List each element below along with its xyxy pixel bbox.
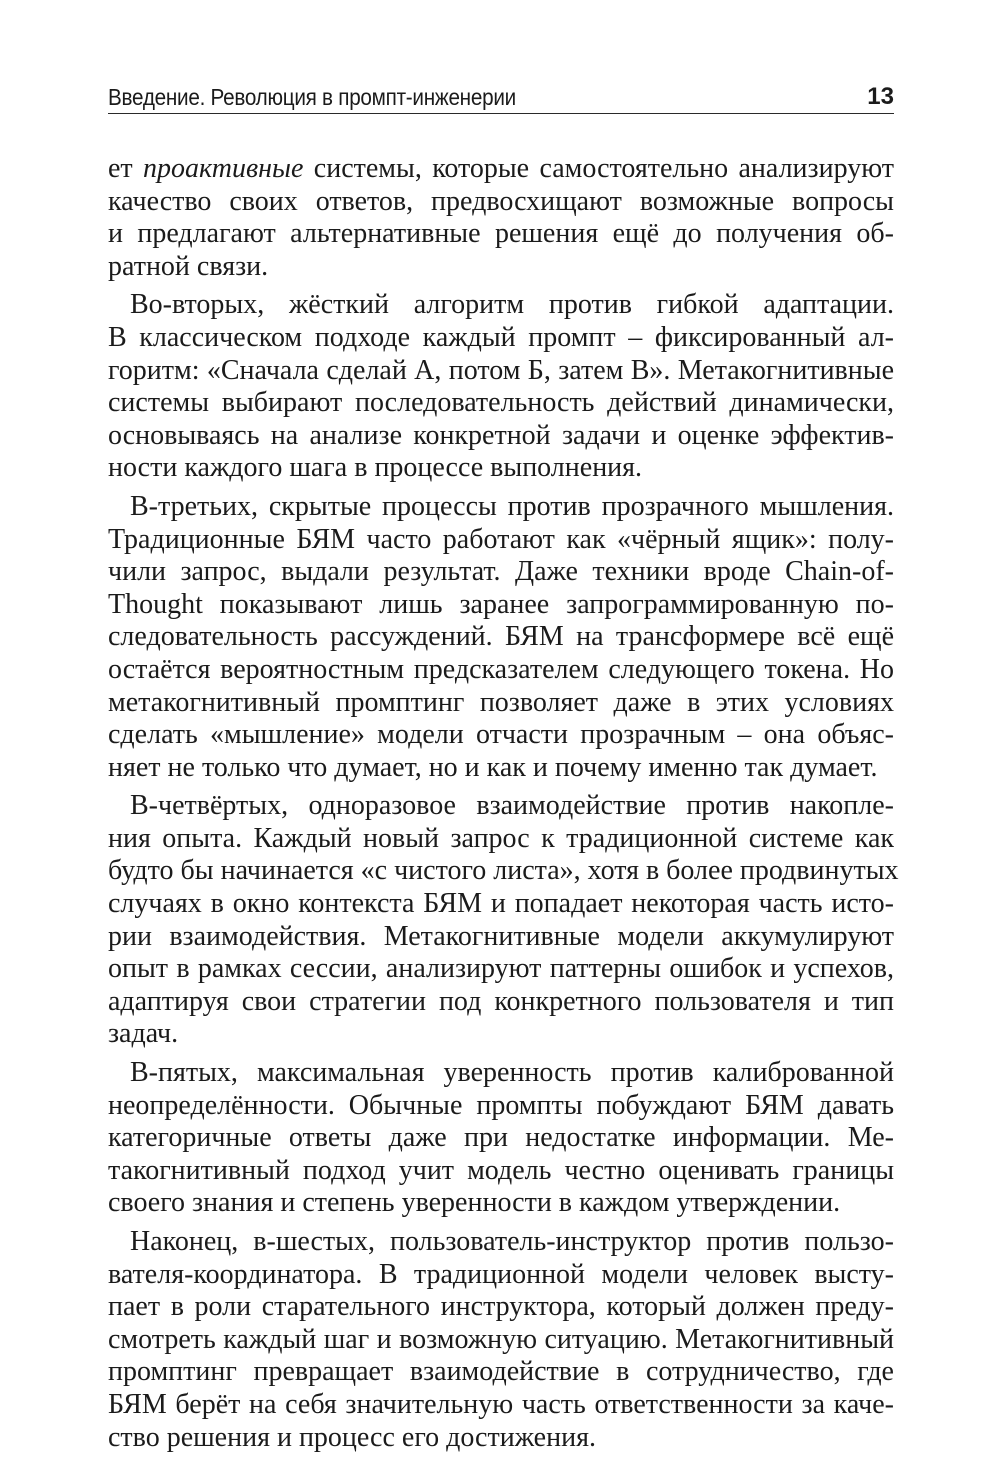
page-number: 13 <box>867 83 894 110</box>
text-line: и предлагают альтернативные решения ещё до получения об- <box>108 218 894 250</box>
text-line: метакогнитивный промптинг позволяет даже в этих условиях <box>108 686 894 718</box>
text-line: рии взаимодействия. Метакогнитивные модели аккумулируют <box>108 920 894 952</box>
text-line: В-третьих, скрытые процессы против прозрачного мышления. <box>130 490 894 522</box>
text-line: пает в роли старательного инструктора, который должен преду- <box>108 1291 894 1323</box>
text-line: будто бы начинается «с чистого листа», хотя в более продвинутых <box>108 855 899 887</box>
paragraph-third <box>108 491 894 784</box>
text-line: Наконец, в-шестых, пользователь-инструктор против пользо- <box>130 1226 894 1257</box>
text-line: следовательность рассуждений. БЯМ на трансформере всё ещё <box>108 621 894 653</box>
paragraph-continuation <box>108 153 894 283</box>
text-line: основываясь на анализе конкретной задачи и оценке эффектив- <box>108 419 894 451</box>
text-line: ния опыта. Каждый новый запрос к традиционной системе как <box>108 822 894 854</box>
text-line: качество своих ответов, предвосхищают возможные вопросы <box>108 185 894 217</box>
text-line: ство решения и процесс его достижения. <box>108 1421 596 1453</box>
body-text <box>108 153 899 1460</box>
text-line: остаётся вероятностным предсказателем следующего токена. Но <box>108 653 894 685</box>
paragraph-fourth <box>108 790 899 1051</box>
paragraph-fifth <box>108 1057 894 1220</box>
text-line: смотреть каждый шаг и возможную ситуацию. Метакогнитивный <box>108 1323 894 1355</box>
text-line: вателя-координатора. В традиционной модели человек высту- <box>108 1258 894 1290</box>
text-line: неопределённости. Обычные промпты побуждают БЯМ давать <box>108 1089 894 1121</box>
text-line: опыт в рамках сессии, анализируют паттерны ошибок и успехов, <box>108 953 894 985</box>
paragraph-sixth <box>108 1226 894 1454</box>
text-line: чили запрос, выдали результат. Даже техники вроде Chain-of- <box>108 556 894 588</box>
text-line: ности каждого шага в процессе выполнения. <box>108 452 643 484</box>
text-line: няет не только что думает, но и как и почему именно так думает. <box>108 751 878 783</box>
text-line: такогнитивный подход учит модель честно оценивать границы <box>108 1154 894 1186</box>
text-line: Во-вторых, жёсткий алгоритм против гибкой адаптации. <box>130 289 894 321</box>
emphasis: проактивные <box>143 153 304 184</box>
text-line: Thought показывают лишь заранее запрограммированную по- <box>108 588 894 620</box>
text-line: категоричные ответы даже при недостатке информации. Ме- <box>108 1122 894 1154</box>
text-line: БЯМ берёт на себя значительную часть ответственности за каче- <box>108 1388 894 1420</box>
text-line: задач. <box>108 1018 179 1050</box>
text-line: В-пятых, максимальная уверенность против калиброванной <box>130 1057 894 1089</box>
text-line: системы выбирают последовательность действий динамически, <box>108 387 894 419</box>
running-header <box>108 76 894 114</box>
text-line: сделать «мышление» модели отчасти прозрачным – она объяс- <box>108 719 894 751</box>
chapter-title: Введение. Революция в промпт-инженерии <box>108 84 516 110</box>
text-line: В-четвёртых, одноразовое взаимодействие против накопле- <box>130 790 894 822</box>
text-line: промптинг превращает взаимодействие в сотрудничество, где <box>108 1356 894 1388</box>
text-line: своего знания и степень уверенности в каждом утверждении. <box>108 1187 841 1219</box>
text-line: горитм: «Сначала сделай А, потом Б, затем В». Метакогнитивные <box>108 354 894 386</box>
text-line: случаях в окно контекста БЯМ и попадает некоторая часть исто- <box>108 888 894 920</box>
text-line: В классическом подходе каждый промпт – фиксированный ал- <box>108 321 894 353</box>
text-line: адаптируя свои стратегии под конкретного пользователя и тип <box>108 985 894 1017</box>
paragraph-second <box>108 289 894 485</box>
text-line: Традиционные БЯМ часто работают как «чёрный ящик»: полу- <box>108 523 894 555</box>
text-line: ратной связи. <box>108 250 269 282</box>
text-line: ет проактивные системы, которые самостоятельно анализируют <box>108 153 894 184</box>
